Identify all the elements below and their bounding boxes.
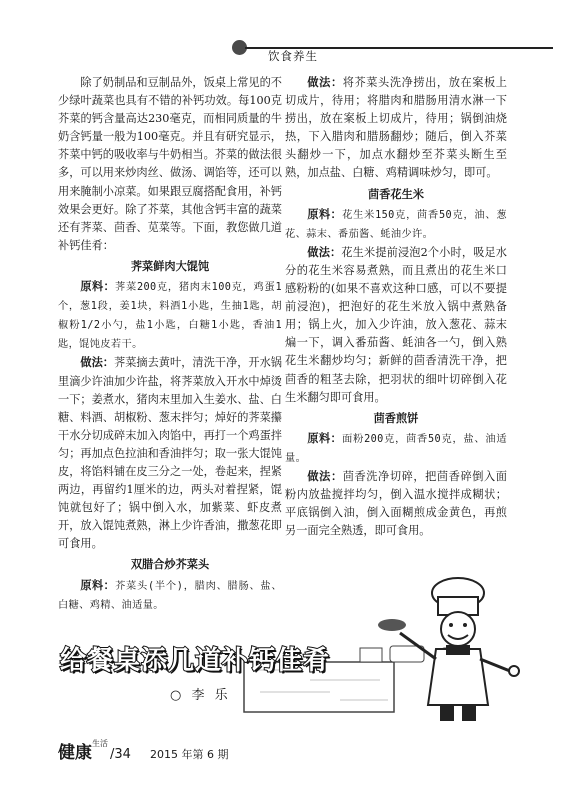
ingredients-label: 原料：	[80, 578, 116, 592]
ingredients-label: 原料：	[307, 431, 343, 445]
method-label: 做法：	[307, 76, 343, 89]
page-footer	[58, 738, 229, 763]
magazine-brand: 健康	[58, 743, 92, 763]
left-column	[58, 74, 282, 615]
method-text: 花生米提前浸泡2个小时，吸足水分的花生米容易煮熟，而且煮出的花生米口感粉粉的(如果不喜欢这种口感，可以不要提前浸泡)，把泡好的花生米放入锅中煮熟备用；锅上火，加入少许油，放入葱花、蒜末煸一下，调入番茄酱、蚝油各一勺，倒入熟花生米翻炒均匀；新鲜的茴香清洗干净，把茴香的粗茎去除，把羽状的细叶切碎倒入花生米翻匀即可食用。	[285, 245, 507, 404]
recipe-method	[58, 354, 282, 553]
ingredients-text: 荠菜200克，猪肉末100克，鸡蛋1个，葱1段，姜1块，料酒1小匙，生抽1匙，胡椒粉1/2小勺，盐1小匙，白糖1小匙，香油1匙，馄饨皮若干。	[58, 282, 282, 351]
recipe-method	[285, 74, 507, 183]
ingredients-text: 花生米150克，茴香50克，油、葱花、蒜末、番茄酱、蚝油少许。	[285, 209, 507, 240]
issue-label: 2015 年第 6 期	[150, 748, 229, 761]
recipe-title: 茴香煎饼	[373, 411, 419, 425]
article-title: 给餐桌添几道补钙佳肴	[60, 646, 331, 676]
method-label: 做法：	[80, 356, 114, 370]
method-label: 做法：	[307, 245, 342, 259]
page-number: /34	[110, 747, 131, 762]
ingredients-text: 面粉200克，茴香50克，盐、油适量。	[285, 433, 507, 464]
ingredients-label: 原料：	[80, 280, 116, 294]
recipe-ingredients	[58, 577, 282, 615]
recipe-title: 茴香花生米	[368, 187, 424, 201]
method-text: 荠菜摘去黄叶，清洗干净，开水锅里滴少许油加少许盐，将荠菜放入开水中焯烫一下；姜煮水，猪肉末里加入生姜水、盐、白糖、料酒、胡椒粉、葱末拌匀；焯好的荠菜攥干水分切成碎末加入肉馅中，再打一个鸡蛋拌匀；再加点色拉油和香油拌匀；取一张大馄饨皮，将馅料铺在皮三分之一处，卷起来，捏紧两边，再留约1厘米的边，两头对着捏紧，馄饨就包好了；锅中倒入水，加紫菜、虾皮煮开，放入馄饨煮熟，淋上少许香油，撒葱花即可食用。	[58, 356, 282, 551]
recipe-method	[285, 244, 507, 407]
right-column	[285, 74, 507, 540]
intro-paragraph: 除了奶制品和豆制品外，饭桌上常见的不少绿叶蔬菜也具有不错的补钙功效。每100克芥菜的钙含量高达230毫克，而相同质量的牛奶含钙量一般为100毫克。并且有研究显示，芥菜中钙的吸收率与牛奶相当。芥菜的做法很多，可以用来炒肉丝、做汤、调馅等，还可以用来腌制小凉菜。如果跟豆腐搭配食用，补钙效果会更好。除了芥菜，其他含钙丰富的蔬菜还有荠菜、茴香、苋菜等。下面，教您做几道补钙佳肴：	[58, 76, 282, 252]
recipe-ingredients	[58, 278, 282, 354]
section-title: 饮食养生	[268, 49, 318, 63]
method-label: 做法：	[307, 469, 343, 483]
recipe-ingredients	[285, 430, 507, 468]
article-author: ○ 李 乐	[170, 688, 231, 703]
magazine-brand-small: 生活	[92, 739, 108, 748]
recipe-title: 荠菜鲜肉大馄饨	[130, 259, 210, 273]
method-text: 将芥菜头洗净捞出，放在案板上切成片，待用；将腊肉和腊肠用清水淋一下捞出，放在案板上切成片，待用；锅倒油烧热，下入腊肉和腊肠翻炒；随后，倒入芥菜头翻炒一下，加点水翻炒至芥菜头断生至熟，加点盐、白糖、鸡精调味炒匀，即可。	[285, 76, 507, 180]
method-text: 茴香洗净切碎，把茴香碎倒入面粉内放盐搅拌均匀，倒入温水搅拌成糊状；平底锅倒入油，倒入面糊煎成金黄色，再煎另一面完全熟透，即可食用。	[285, 469, 507, 538]
ingredients-label: 原料：	[307, 207, 343, 221]
ingredients-text: 芥菜头(半个)，腊肉、腊肠、盐、白糖、鸡精、油适量。	[58, 580, 282, 611]
recipe-title: 双腊合炒芥菜头	[130, 558, 210, 572]
article-title-block	[60, 640, 480, 720]
recipe-ingredients	[285, 206, 507, 244]
recipe-method	[285, 468, 507, 540]
